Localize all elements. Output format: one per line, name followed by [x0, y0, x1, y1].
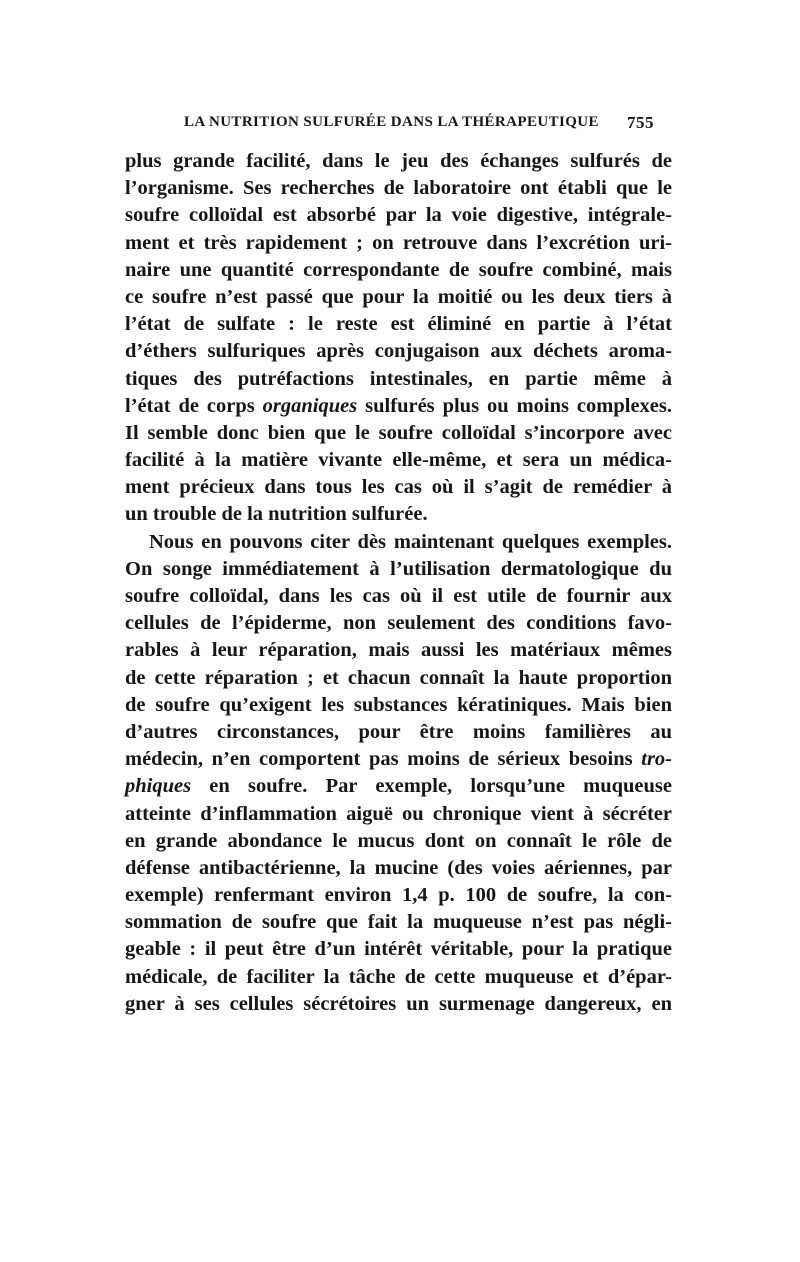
text-line: Il semble donc bien que le soufre colloïdal s’incorpore avec: [125, 421, 672, 444]
italic-run: tro-: [641, 748, 672, 771]
paragraph-1: [125, 148, 672, 529]
text-line: soufre colloïdal, dans les cas où il est utile de fournir aux: [125, 585, 672, 607]
text-line: geable : il peut être d’un intérêt véritable, pour la pratique: [125, 938, 672, 961]
text-line: ment et très rapidement ; on retrouve dans l’excrétion uri-: [125, 231, 672, 254]
text-line: plus grande facilité, dans le jeu des échanges sulfurés de: [125, 150, 672, 172]
text-line: rables à leur réparation, mais aussi les matériaux mêmes: [125, 639, 672, 662]
text-line: médicale, de faciliter la tâche de cette muqueuse et d’épar-: [125, 965, 672, 988]
text-line: de cette réparation ; et chacun connaît la haute proportion: [125, 666, 672, 689]
text-line: soufre colloïdal est absorbé par la voie digestive, intégrale-: [125, 204, 672, 227]
italic-run: organiques: [262, 394, 358, 417]
text-line: Nous en pouvons citer dès maintenant quelques exemples.: [149, 530, 672, 553]
text-line: ment précieux dans tous les cas où il s’agit de remédier à: [125, 476, 672, 499]
paragraph-2: [125, 529, 672, 1018]
text-line: l’organisme. Ses recherches de laboratoire ont établi que le: [125, 177, 672, 200]
text-line: de soufre qu’exigent les substances kératiniques. Mais bien: [125, 693, 672, 716]
italic-run: phiques: [125, 775, 192, 798]
text-line: défense antibactérienne, la mucine (des voies aériennes, par: [125, 856, 672, 879]
text-line: On songe immédiatement à l’utilisation dermatologique du: [125, 557, 672, 580]
running-title: LA NUTRITION SULFURÉE DANS LA THÉRAPEUTIQUE: [184, 114, 599, 130]
text-line: d’autres circonstances, pour être moins familières au: [125, 720, 672, 743]
body-text: [125, 148, 672, 1018]
text-line: [125, 773, 672, 800]
text-line: exemple) renfermant environ 1,4 p. 100 de soufre, la con-: [125, 884, 672, 907]
text-line: sommation de soufre que fait la muqueuse n’est pas négli-: [125, 911, 672, 934]
text-run: en soufre. Par exemple, lorsqu’une muqueuse: [191, 775, 672, 798]
text-line: l’état de sulfate : le reste est éliminé en partie à l’état: [125, 313, 672, 336]
text-line: un trouble de la nutrition sulfurée.: [125, 503, 428, 526]
text-line: gner à ses cellules sécrétoires un surmenage dangereux, en: [125, 992, 672, 1015]
text-line: atteinte d’inflammation aiguë ou chronique vient à sécréter: [125, 802, 672, 825]
text-line: [125, 746, 672, 773]
text-line: en grande abondance le mucus dont on connaît le rôle de: [125, 829, 672, 852]
text-run: l’état de corps: [125, 394, 263, 417]
text-line: naire une quantité correspondante de soufre combiné, mais: [125, 258, 672, 281]
text-run: sulfurés plus ou moins complexes.: [357, 394, 672, 417]
text-line: tiques des putréfactions intestinales, en partie même à: [125, 367, 672, 390]
text-line: [125, 393, 672, 420]
text-line: ce soufre n’est passé que pour la moitié ou les deux tiers à: [125, 285, 672, 308]
running-head: [184, 114, 654, 138]
text-line: cellules de l’épiderme, non seulement des conditions favo-: [125, 612, 672, 635]
text-run: médecin, n’en comportent pas moins de sérieux besoins: [125, 748, 642, 771]
text-line: d’éthers sulfuriques après conjugaison aux déchets aroma-: [125, 340, 672, 363]
text-line: facilité à la matière vivante elle-même, et sera un médica-: [125, 449, 672, 472]
page-number: 755: [627, 113, 654, 132]
